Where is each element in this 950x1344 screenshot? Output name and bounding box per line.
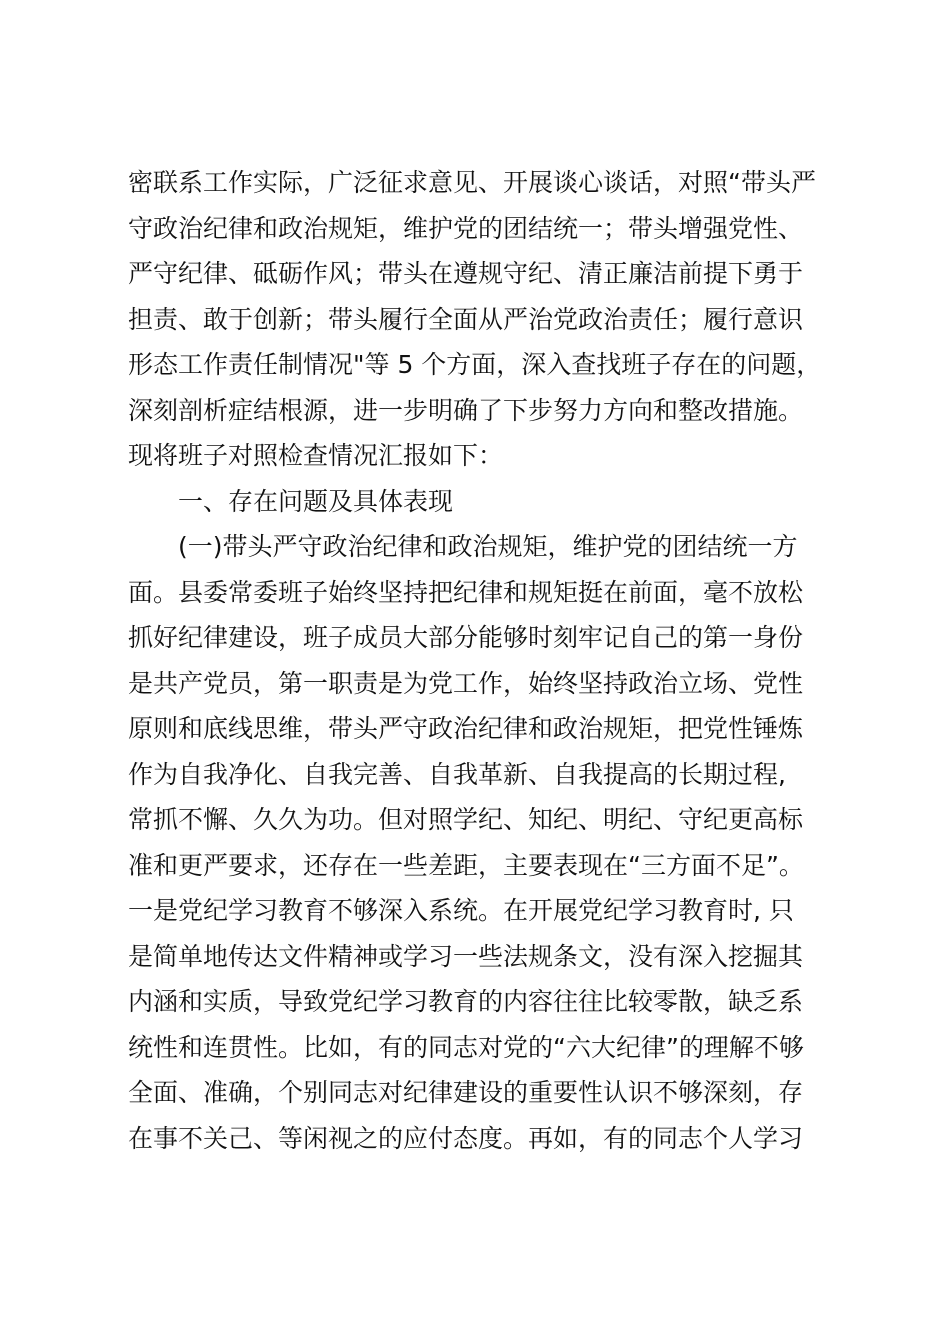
text-line: 准和更严要求，还存在一些差距，主要表现在“三方面不足”。 xyxy=(128,850,804,880)
subsection-heading: (一)带头严守政治纪律和政治规矩，维护党的团结统一方 xyxy=(178,532,798,561)
text-line: 一是党纪学习教育不够深入系统。在开展党纪学习教育时, 只 xyxy=(128,896,794,925)
text-line: 抓好纪律建设，班子成员大部分能够时刻牢记自己的第一身份 xyxy=(128,623,804,652)
text-line: 守政治纪律和政治规矩，维护党的团结统一；带头增强党性、 xyxy=(128,213,804,243)
section-heading: 一、存在问题及具体表现 xyxy=(178,486,454,516)
text-line: 面。县委常委班子始终坚持把纪律和规矩挺在前面，毫不放松 xyxy=(128,577,804,607)
text-line: 现将班子对照检查情况汇报如下： xyxy=(128,441,504,470)
text-line: 全面、准确，个别同志对纪律建设的重要性认识不够深刻，存 xyxy=(128,1078,804,1107)
text-line: 形态工作责任制情况"等 5 个方面，深入查找班子存在的问题， xyxy=(128,350,822,379)
text-line: 严守纪律、砥砺作风；带头在遵规守纪、清正廉洁前提下勇于 xyxy=(128,259,804,288)
document-body xyxy=(128,160,828,1161)
text-line: 深刻剖析症结根源，进一步明确了下步努力方向和整改措施。 xyxy=(128,395,804,425)
text-line: 是简单地传达文件精神或学习一些法规条文，没有深入挖掘其 xyxy=(128,941,804,971)
text-line: 作为自我净化、自我完善、自我革新、自我提高的长期过程, xyxy=(128,759,786,789)
text-line: 是共产党员，第一职责是为党工作，始终坚持政治立场、党性 xyxy=(128,668,804,698)
text-line: 密联系工作实际，广泛征求意见、开展谈心谈话，对照“带头严 xyxy=(128,168,816,197)
text-line: 内涵和实质，导致党纪学习教育的内容往往比较零散，缺乏系 xyxy=(128,987,804,1016)
text-line: 统性和连贯性。比如，有的同志对党的“六大纪律”的理解不够 xyxy=(128,1032,804,1062)
text-line: 担责、敢于创新；带头履行全面从严治党政治责任；履行意识 xyxy=(128,304,804,334)
text-line: 常抓不懈、久久为功。但对照学纪、知纪、明纪、守纪更高标 xyxy=(128,805,804,834)
text-line: 原则和底线思维，带头严守政治纪律和政治规矩，把党性锤炼 xyxy=(128,714,804,743)
text-line: 在事不关己、等闲视之的应付态度。再如，有的同志个人学习 xyxy=(128,1123,804,1153)
